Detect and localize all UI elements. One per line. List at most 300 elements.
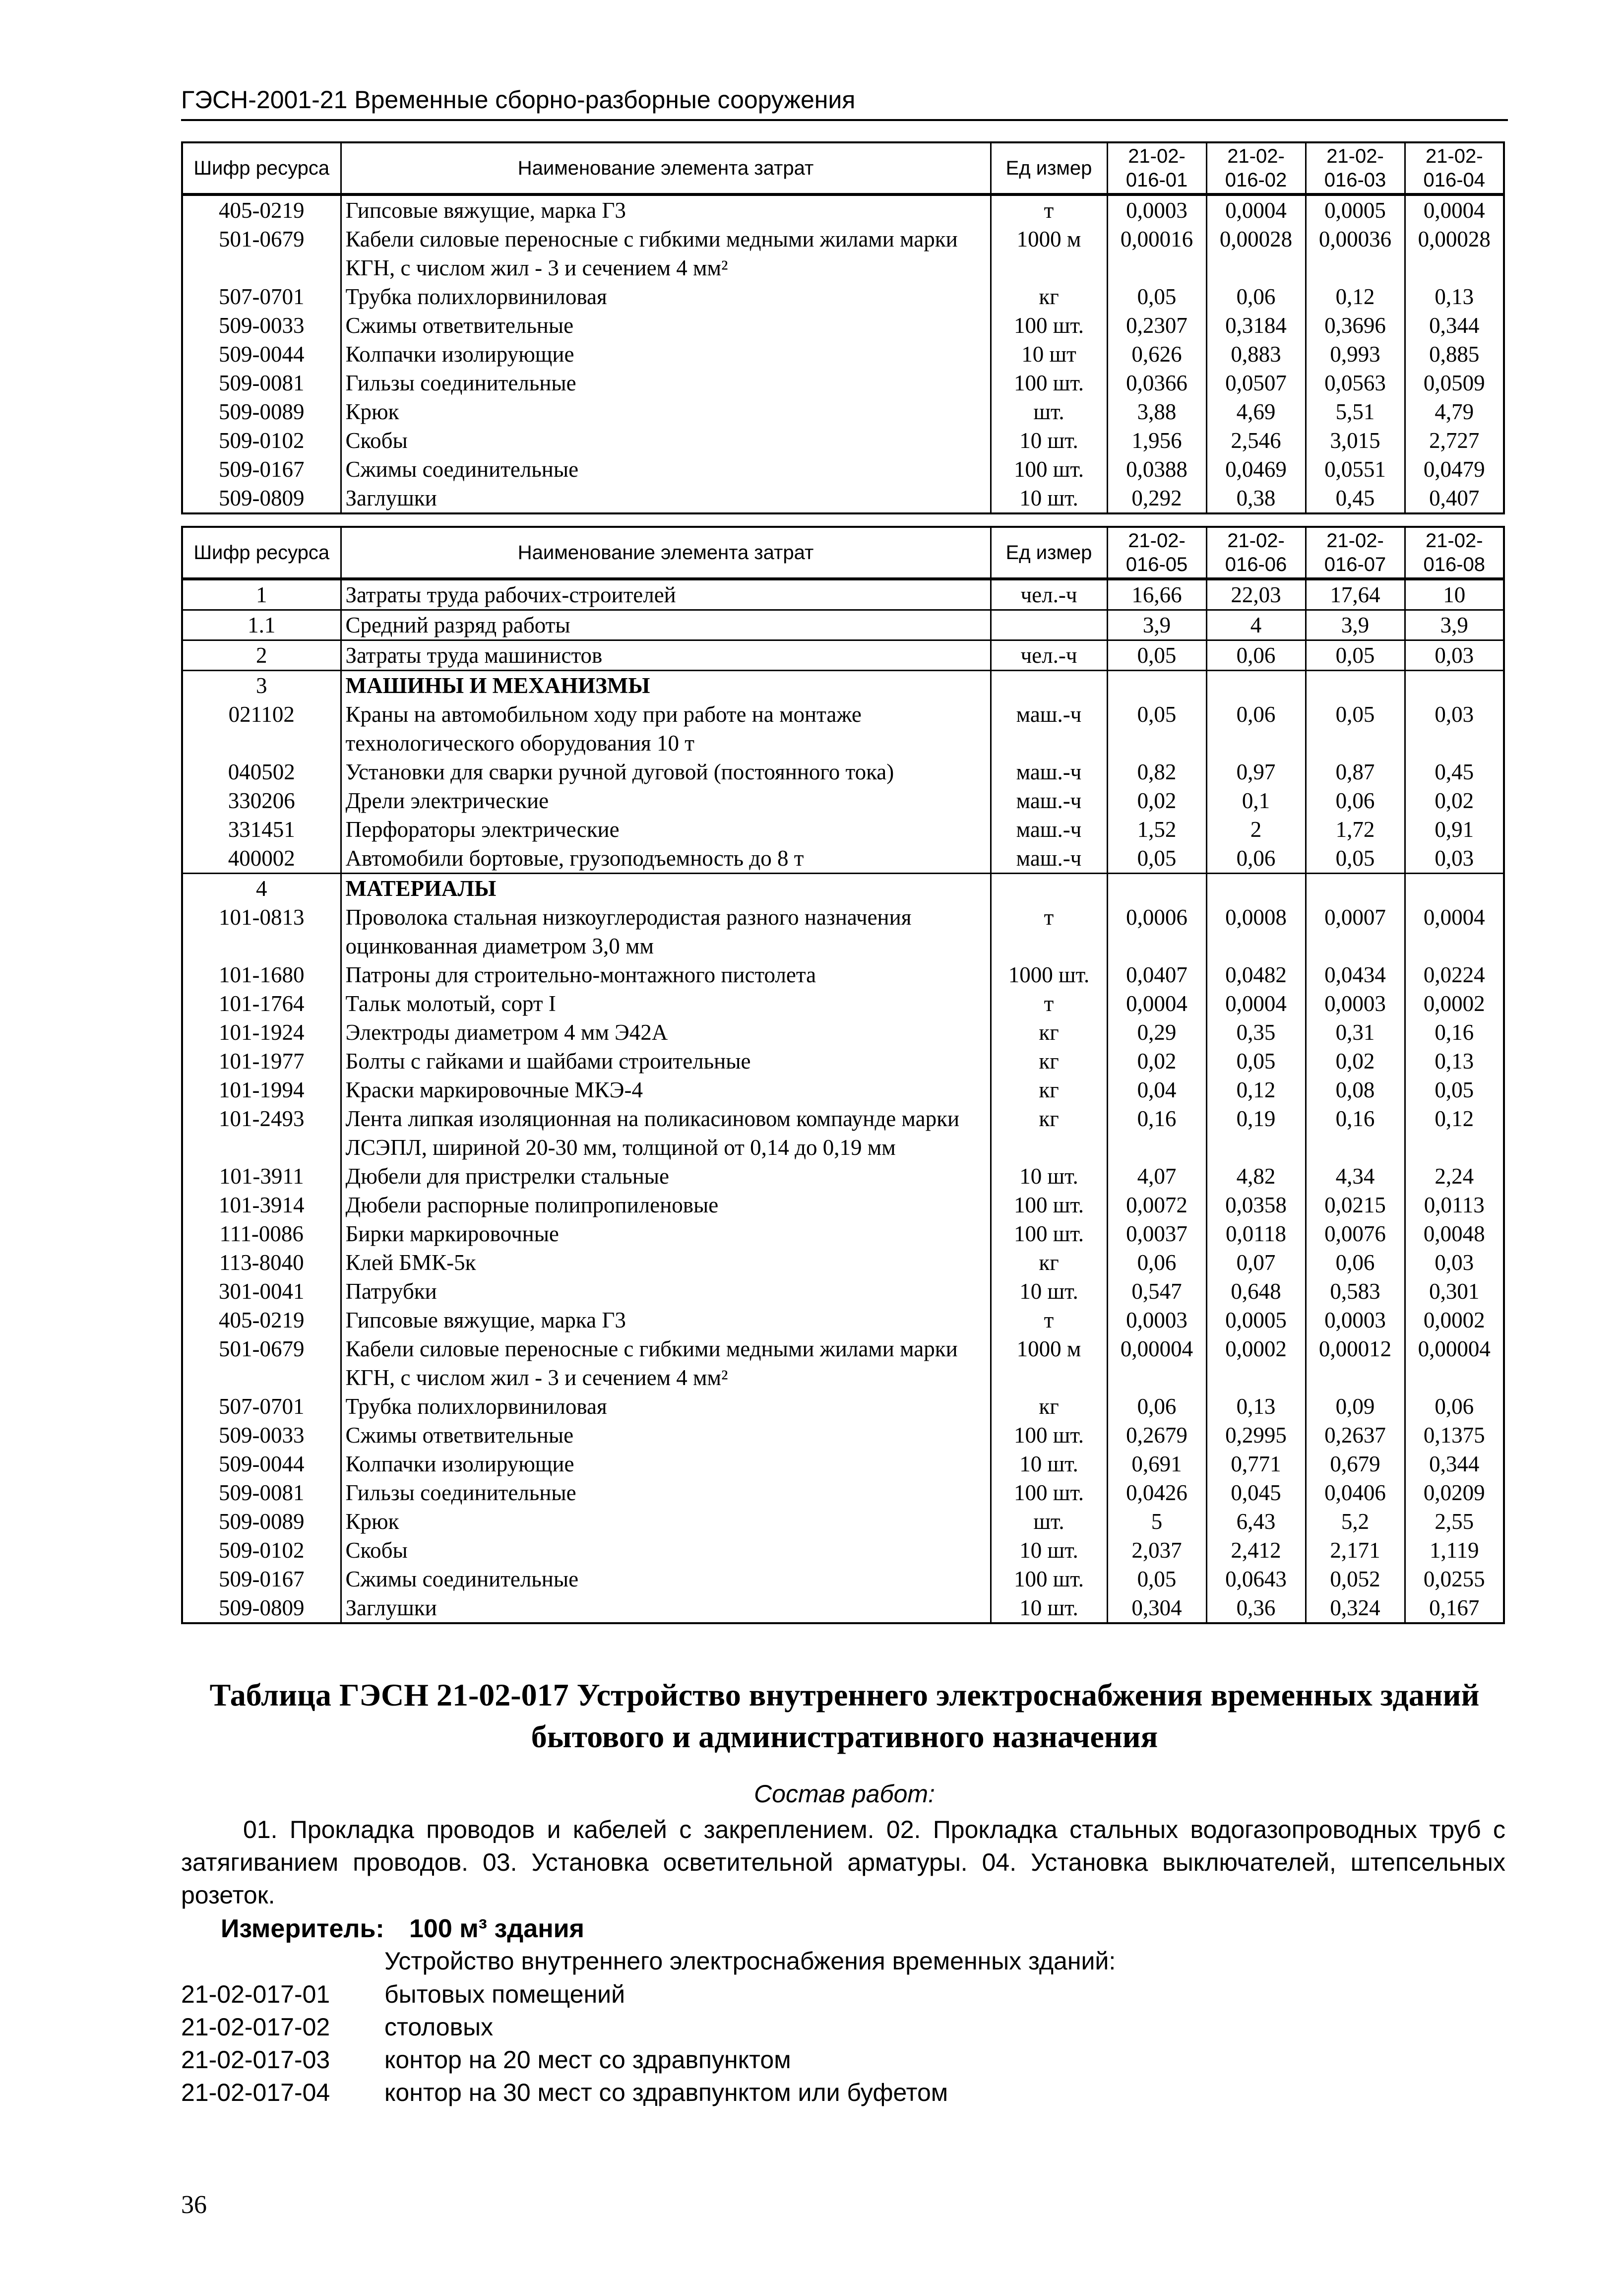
resource-unit: чел.-ч (991, 640, 1107, 671)
value-4: 0,344 (1405, 1450, 1504, 1478)
resource-code: 405-0219 (182, 1306, 341, 1334)
value-1: 3,9 (1107, 610, 1206, 640)
resource-code: 509-0089 (182, 1507, 341, 1536)
resource-unit: маш.-ч (991, 844, 1107, 874)
resource-unit: 10 шт. (991, 1450, 1107, 1478)
resource-unit: маш.-ч (991, 758, 1107, 786)
resource-code: 301-0041 (182, 1277, 341, 1306)
resource-code: 2 (182, 640, 341, 671)
value-4: 0,05 (1405, 1076, 1504, 1104)
resource-code: 509-0102 (182, 426, 341, 455)
resource-table-016-01-04 (181, 141, 1505, 514)
resource-name: Болты с гайками и шайбами строительные (341, 1047, 991, 1076)
value-3: 0,0551 (1306, 455, 1405, 484)
table-header-row (182, 142, 1504, 194)
col-header-016-05: 21-02-016-05 (1107, 527, 1206, 579)
resource-code: 507-0701 (182, 1392, 341, 1421)
resource-unit: 10 шт. (991, 1593, 1107, 1623)
resource-name: МАТЕРИАЛЫ (341, 874, 991, 903)
resource-unit: 100 шт. (991, 369, 1107, 397)
col-header-016-01: 21-02-016-01 (1107, 142, 1206, 194)
value-2: 0,1 (1206, 786, 1306, 815)
value-2: 0,0507 (1206, 369, 1306, 397)
value-1: 0,06 (1107, 1248, 1206, 1277)
value-4: 0,885 (1405, 340, 1504, 369)
table-row (182, 1421, 1504, 1450)
value-3: 0,05 (1306, 844, 1405, 874)
resource-code: 101-3911 (182, 1162, 341, 1191)
resource-unit: шт. (991, 1507, 1107, 1536)
value-2: 0,0005 (1206, 1306, 1306, 1334)
value-3: 2,171 (1306, 1536, 1405, 1565)
col-header-code: Шифр ресурса (182, 527, 341, 579)
value-4: 10 (1405, 579, 1504, 610)
resource-name: Заглушки (341, 1593, 991, 1623)
resource-code: 509-0033 (182, 1421, 341, 1450)
value-1: 3,88 (1107, 397, 1206, 426)
value-1: 0,05 (1107, 1565, 1206, 1593)
resource-code: 101-1680 (182, 960, 341, 989)
value-2: 0,06 (1206, 640, 1306, 671)
value-3: 17,64 (1306, 579, 1405, 610)
value-1: 0,0426 (1107, 1478, 1206, 1507)
table-row (182, 1565, 1504, 1593)
value-4: 0,0479 (1405, 455, 1504, 484)
value-1: 0,0072 (1107, 1191, 1206, 1219)
resource-unit: т (991, 194, 1107, 225)
value-1: 0,05 (1107, 844, 1206, 874)
value-1: 0,0003 (1107, 1306, 1206, 1334)
resource-code: 4 (182, 874, 341, 903)
resource-name: Проволока стальная низкоуглеродистая разного назначения оцинкованная диаметром 3,0 мм (341, 903, 991, 960)
value-1: 0,626 (1107, 340, 1206, 369)
resource-unit: шт. (991, 397, 1107, 426)
table-row (182, 815, 1504, 844)
resource-name: Краны на автомобильном ходу при работе на монтаже технологического оборудования 10 т (341, 700, 991, 758)
value-2: 0,0002 (1206, 1334, 1306, 1392)
value-3: 3,015 (1306, 426, 1405, 455)
item-list (181, 1978, 948, 2109)
resource-code: 113-8040 (182, 1248, 341, 1277)
resource-unit: 1000 м (991, 225, 1107, 282)
table-row (182, 484, 1504, 513)
resource-code: 507-0701 (182, 282, 341, 311)
value-2: 0,06 (1206, 700, 1306, 758)
value-2: 0,36 (1206, 1593, 1306, 1623)
table-row (182, 1219, 1504, 1248)
value-3: 0,0215 (1306, 1191, 1405, 1219)
resource-code: 509-0089 (182, 397, 341, 426)
resource-unit: маш.-ч (991, 786, 1107, 815)
table-row (182, 397, 1504, 426)
resource-unit: кг (991, 1018, 1107, 1047)
value-3: 0,45 (1306, 484, 1405, 513)
value-4: 0,1375 (1405, 1421, 1504, 1450)
value-3: 0,05 (1306, 700, 1405, 758)
value-3: 0,05 (1306, 640, 1405, 671)
table-row (182, 1047, 1504, 1076)
table-row (182, 989, 1504, 1018)
value-2: 0,05 (1206, 1047, 1306, 1076)
value-4: 0,13 (1405, 1047, 1504, 1076)
resource-code: 509-0081 (182, 1478, 341, 1507)
resource-code: 1 (182, 579, 341, 610)
value-2: 0,00028 (1206, 225, 1306, 282)
item-code: 21-02-017-03 (181, 2046, 330, 2074)
table-row (182, 455, 1504, 484)
resource-name: Электроды диаметром 4 мм Э42А (341, 1018, 991, 1047)
resource-name: Гильзы соединительные (341, 369, 991, 397)
value-2: 0,38 (1206, 484, 1306, 513)
value-3: 0,09 (1306, 1392, 1405, 1421)
value-1: 0,0006 (1107, 903, 1206, 960)
value-1: 0,00016 (1107, 225, 1206, 282)
table-row (182, 1478, 1504, 1507)
resource-name: Дюбели распорные полипропиленовые (341, 1191, 991, 1219)
value-2: 0,0482 (1206, 960, 1306, 989)
value-3: 0,12 (1306, 282, 1405, 311)
table-row (182, 1162, 1504, 1191)
value-3: 0,0003 (1306, 1306, 1405, 1334)
resource-unit (991, 874, 1107, 903)
value-2: 0,97 (1206, 758, 1306, 786)
value-3: 0,0005 (1306, 194, 1405, 225)
table-row (182, 786, 1504, 815)
item-text: столовых (384, 2013, 494, 2041)
resource-table-016-05-08 (181, 526, 1505, 1624)
resource-name: Гильзы соединительные (341, 1478, 991, 1507)
value-2 (1206, 671, 1306, 700)
value-4: 0,0002 (1405, 1306, 1504, 1334)
table-row (182, 700, 1504, 758)
table-row (182, 874, 1504, 903)
table-row (182, 340, 1504, 369)
resource-name: Установки для сварки ручной дуговой (постоянного тока) (341, 758, 991, 786)
value-3: 1,72 (1306, 815, 1405, 844)
col-header-unit: Ед измер (991, 142, 1107, 194)
resource-unit: 1000 шт. (991, 960, 1107, 989)
resource-name: Гипсовые вяжущие, марка Г3 (341, 1306, 991, 1334)
resource-code: 101-2493 (182, 1104, 341, 1162)
resource-unit: т (991, 1306, 1107, 1334)
resource-code: 3 (182, 671, 341, 700)
value-2: 0,0358 (1206, 1191, 1306, 1219)
table-row (182, 671, 1504, 700)
value-4: 1,119 (1405, 1536, 1504, 1565)
resource-unit: маш.-ч (991, 815, 1107, 844)
value-3: 0,31 (1306, 1018, 1405, 1047)
col-header-016-03: 21-02-016-03 (1306, 142, 1405, 194)
value-4: 0,91 (1405, 815, 1504, 844)
value-3: 0,2637 (1306, 1421, 1405, 1450)
value-4: 0,03 (1405, 844, 1504, 874)
resource-unit: маш.-ч (991, 700, 1107, 758)
value-1: 0,0407 (1107, 960, 1206, 989)
resource-unit: чел.-ч (991, 579, 1107, 610)
resource-code: 509-0809 (182, 1593, 341, 1623)
resource-unit: т (991, 903, 1107, 960)
resource-unit: кг (991, 1104, 1107, 1162)
value-4: 0,03 (1405, 640, 1504, 671)
value-3: 4,34 (1306, 1162, 1405, 1191)
resource-code: 509-0102 (182, 1536, 341, 1565)
table-row (182, 369, 1504, 397)
resource-unit (991, 610, 1107, 640)
value-2: 4,82 (1206, 1162, 1306, 1191)
table-row (182, 1334, 1504, 1392)
resource-unit: 100 шт. (991, 1191, 1107, 1219)
table-row (182, 610, 1504, 640)
table-row (182, 844, 1504, 874)
resource-name: Затраты труда рабочих-строителей (341, 579, 991, 610)
value-2: 0,12 (1206, 1076, 1306, 1104)
value-2: 0,07 (1206, 1248, 1306, 1277)
col-header-name: Наименование элемента затрат (341, 142, 991, 194)
resource-name: Краски маркировочные МКЭ-4 (341, 1076, 991, 1104)
resource-name: Трубка полихлорвиниловая (341, 282, 991, 311)
table-row (182, 1277, 1504, 1306)
section-title: Таблица ГЭСН 21-02-017 Устройство внутреннего электроснабжения временных зданий бытового и административного назначения (209, 1677, 1480, 1754)
resource-unit: т (991, 989, 1107, 1018)
resource-unit: 100 шт. (991, 1421, 1107, 1450)
value-4: 0,0224 (1405, 960, 1504, 989)
resource-unit: 10 шт. (991, 1536, 1107, 1565)
table-row (182, 1018, 1504, 1047)
value-3: 0,00036 (1306, 225, 1405, 282)
item-text: бытовых помещений (384, 1980, 625, 2008)
resource-name: Гипсовые вяжущие, марка Г3 (341, 194, 991, 225)
resource-name: Патроны для строительно-монтажного пистолета (341, 960, 991, 989)
value-1: 16,66 (1107, 579, 1206, 610)
resource-code: 111-0086 (182, 1219, 341, 1248)
resource-name: Скобы (341, 1536, 991, 1565)
resource-name: Перфораторы электрические (341, 815, 991, 844)
value-4: 0,0004 (1405, 903, 1504, 960)
value-4: 0,407 (1405, 484, 1504, 513)
item-code: 21-02-017-04 (181, 2079, 330, 2106)
table-row (182, 225, 1504, 282)
value-4: 0,16 (1405, 1018, 1504, 1047)
table-row (182, 426, 1504, 455)
resource-code: 101-1924 (182, 1018, 341, 1047)
resource-unit (991, 671, 1107, 700)
item-text: контор на 20 мест со здравпунктом (384, 2046, 791, 2074)
value-2: 0,2995 (1206, 1421, 1306, 1450)
table-row (182, 311, 1504, 340)
resource-name: Кабели силовые переносные с гибкими медными жилами марки КГН, с числом жил - 3 и сечением 4 мм² (341, 1334, 991, 1392)
resource-unit: 10 шт. (991, 426, 1107, 455)
value-4 (1405, 874, 1504, 903)
table-row (182, 1450, 1504, 1478)
value-1: 0,82 (1107, 758, 1206, 786)
resource-name: Бирки маркировочные (341, 1219, 991, 1248)
resource-name: Тальк молотый, сорт I (341, 989, 991, 1018)
resource-name: Заглушки (341, 484, 991, 513)
value-4: 0,167 (1405, 1593, 1504, 1623)
resource-unit: 10 шт. (991, 1162, 1107, 1191)
resource-unit: 10 шт. (991, 484, 1107, 513)
resource-code: 509-0033 (182, 311, 341, 340)
resource-code: 509-0044 (182, 1450, 341, 1478)
resource-name: Кабели силовые переносные с гибкими медными жилами марки КГН, с числом жил - 3 и сечением 4 мм² (341, 225, 991, 282)
resource-code: 021102 (182, 700, 341, 758)
value-2: 0,19 (1206, 1104, 1306, 1162)
value-3: 0,0007 (1306, 903, 1405, 960)
resource-name: Сжимы соединительные (341, 1565, 991, 1593)
value-2: 2,546 (1206, 426, 1306, 455)
value-4: 3,9 (1405, 610, 1504, 640)
table-row (182, 1191, 1504, 1219)
value-4: 0,0255 (1405, 1565, 1504, 1593)
page-number: 36 (181, 2191, 207, 2219)
value-4: 0,0209 (1405, 1478, 1504, 1507)
resource-code: 040502 (182, 758, 341, 786)
value-1: 0,05 (1107, 282, 1206, 311)
resource-code: 509-0081 (182, 369, 341, 397)
item-code: 21-02-017-02 (181, 2013, 330, 2041)
value-1: 5 (1107, 1507, 1206, 1536)
value-4: 0,301 (1405, 1277, 1504, 1306)
resource-name: Сжимы ответвительные (341, 1421, 991, 1450)
value-2: 0,13 (1206, 1392, 1306, 1421)
resource-name: МАШИНЫ И МЕХАНИЗМЫ (341, 671, 991, 700)
table-row (182, 960, 1504, 989)
table-header-row (182, 527, 1504, 579)
resource-code: 101-1994 (182, 1076, 341, 1104)
value-3 (1306, 874, 1405, 903)
value-4 (1405, 671, 1504, 700)
resource-code: 101-1977 (182, 1047, 341, 1076)
list-item (181, 2076, 948, 2109)
value-2: 0,771 (1206, 1450, 1306, 1478)
value-1: 1,956 (1107, 426, 1206, 455)
value-3 (1306, 671, 1405, 700)
table-row (182, 903, 1504, 960)
value-4: 0,0002 (1405, 989, 1504, 1018)
value-1: 0,04 (1107, 1076, 1206, 1104)
resource-name: Дюбели для пристрелки стальные (341, 1162, 991, 1191)
value-2: 0,0004 (1206, 989, 1306, 1018)
resource-unit: кг (991, 282, 1107, 311)
table-row (182, 1507, 1504, 1536)
resource-unit: кг (991, 1047, 1107, 1076)
table-row (182, 1593, 1504, 1623)
resource-code: 509-0167 (182, 455, 341, 484)
resource-name: Затраты труда машинистов (341, 640, 991, 671)
resource-name: Сжимы соединительные (341, 455, 991, 484)
resource-unit: 100 шт. (991, 455, 1107, 484)
value-1: 0,547 (1107, 1277, 1206, 1306)
value-1: 0,02 (1107, 1047, 1206, 1076)
value-4: 0,45 (1405, 758, 1504, 786)
table-row (182, 282, 1504, 311)
value-3: 0,583 (1306, 1277, 1405, 1306)
resource-code: 509-0167 (182, 1565, 341, 1593)
works-heading: Состав работ: (754, 1780, 935, 1808)
col-header-016-04: 21-02-016-04 (1405, 142, 1504, 194)
value-2: 0,045 (1206, 1478, 1306, 1507)
value-1: 2,037 (1107, 1536, 1206, 1565)
value-2: 2 (1206, 815, 1306, 844)
table-row (182, 1076, 1504, 1104)
resource-unit: 100 шт. (991, 1219, 1107, 1248)
col-header-code: Шифр ресурса (182, 142, 341, 194)
resource-code: 331451 (182, 815, 341, 844)
table-row (182, 1248, 1504, 1277)
items-heading: Устройство внутреннего электроснабжения временных зданий: (384, 1947, 1116, 1975)
value-4: 0,00004 (1405, 1334, 1504, 1392)
value-1: 0,05 (1107, 640, 1206, 671)
value-1: 0,06 (1107, 1392, 1206, 1421)
resource-name: Колпачки изолирующие (341, 340, 991, 369)
value-4: 0,344 (1405, 311, 1504, 340)
resource-code: 330206 (182, 786, 341, 815)
value-3: 5,51 (1306, 397, 1405, 426)
value-3: 0,0434 (1306, 960, 1405, 989)
value-3: 0,324 (1306, 1593, 1405, 1623)
value-1: 0,2679 (1107, 1421, 1206, 1450)
value-3: 0,00012 (1306, 1334, 1405, 1392)
value-2: 0,0643 (1206, 1565, 1306, 1593)
value-3: 0,06 (1306, 786, 1405, 815)
resource-unit: кг (991, 1076, 1107, 1104)
value-1: 4,07 (1107, 1162, 1206, 1191)
value-1: 0,0003 (1107, 194, 1206, 225)
value-3: 0,02 (1306, 1047, 1405, 1076)
value-3: 5,2 (1306, 1507, 1405, 1536)
table-row (182, 194, 1504, 225)
col-header-016-07: 21-02-016-07 (1306, 527, 1405, 579)
resource-name: Скобы (341, 426, 991, 455)
table-row (182, 1104, 1504, 1162)
value-3: 0,0076 (1306, 1219, 1405, 1248)
resource-code: 101-0813 (182, 903, 341, 960)
value-4: 2,727 (1405, 426, 1504, 455)
value-3: 0,0003 (1306, 989, 1405, 1018)
table-row (182, 1306, 1504, 1334)
resource-name: Лента липкая изоляционная на поликасиновом компаунде марки ЛСЭПЛ, шириной 20-30 мм, толщиной от 0,14 до 0,19 мм (341, 1104, 991, 1162)
resource-code: 509-0809 (182, 484, 341, 513)
value-1: 0,304 (1107, 1593, 1206, 1623)
resource-code: 509-0044 (182, 340, 341, 369)
value-4: 0,02 (1405, 786, 1504, 815)
value-2: 0,3184 (1206, 311, 1306, 340)
col-header-016-02: 21-02-016-02 (1206, 142, 1306, 194)
value-1: 0,292 (1107, 484, 1206, 513)
value-3: 0,052 (1306, 1565, 1405, 1593)
value-4: 0,00028 (1405, 225, 1504, 282)
value-4: 0,13 (1405, 282, 1504, 311)
value-1 (1107, 671, 1206, 700)
table-row (182, 1392, 1504, 1421)
resource-name: Колпачки изолирующие (341, 1450, 991, 1478)
value-1: 0,29 (1107, 1018, 1206, 1047)
value-2: 0,35 (1206, 1018, 1306, 1047)
value-4: 0,06 (1405, 1392, 1504, 1421)
value-4: 0,03 (1405, 700, 1504, 758)
value-4: 2,55 (1405, 1507, 1504, 1536)
value-1: 0,02 (1107, 786, 1206, 815)
value-2: 0,06 (1206, 844, 1306, 874)
table-row (182, 758, 1504, 786)
resource-unit: кг (991, 1248, 1107, 1277)
resource-unit: 10 шт (991, 340, 1107, 369)
item-code: 21-02-017-01 (181, 1980, 330, 2008)
col-header-unit: Ед измер (991, 527, 1107, 579)
value-2: 4,69 (1206, 397, 1306, 426)
list-item (181, 2011, 948, 2043)
meter-value: 100 м³ здания (409, 1914, 584, 1943)
